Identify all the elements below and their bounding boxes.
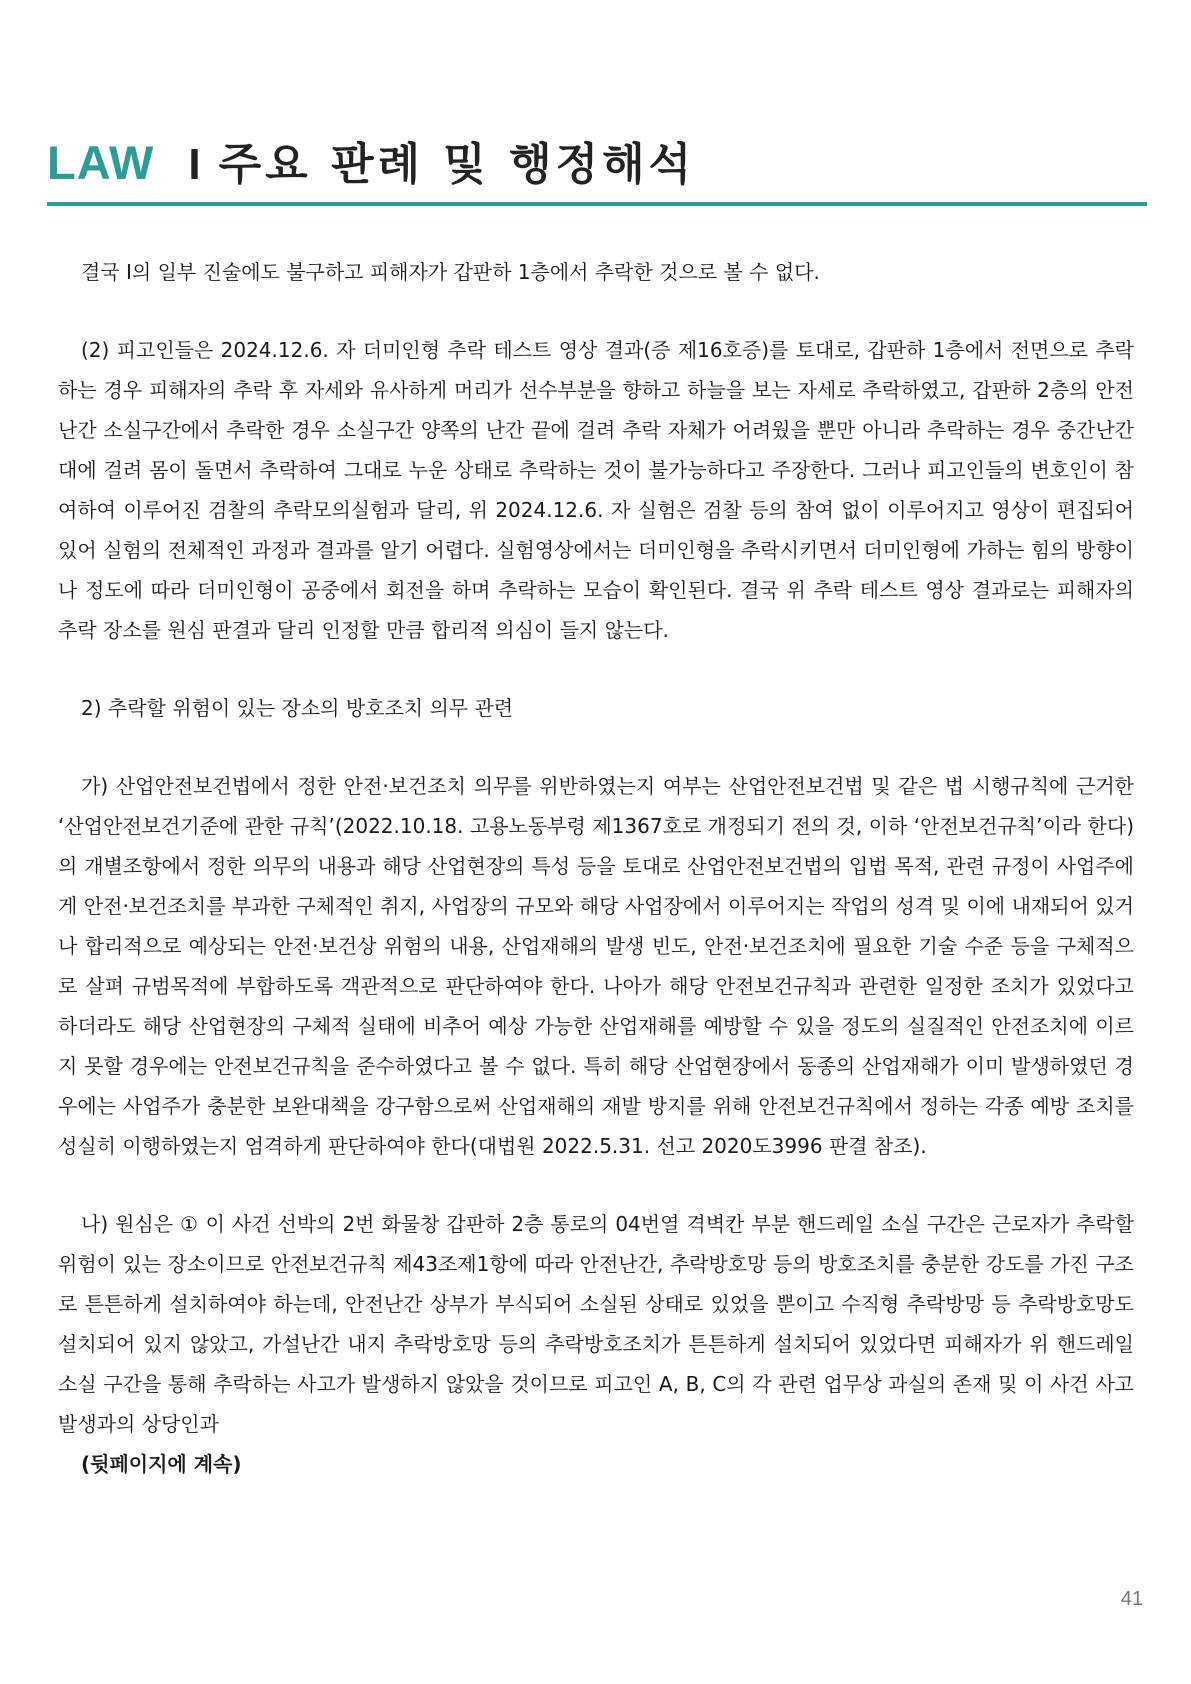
header-rule [47,202,1147,206]
continued-note: (뒷페이지에 계속) [81,1452,242,1476]
paragraph-conclusion: 결국 I의 일부 진술에도 불구하고 피해자가 갑판하 1층에서 추락한 것으로 볼 수 없다. [81,260,820,284]
page-number: 41 [1120,1588,1143,1610]
title-row [47,128,1147,192]
title-separator: I [188,140,201,189]
page-title: 주요 판례 및 행정해석 [218,139,696,190]
section-tag: LAW [47,136,155,189]
page-header [47,128,1147,206]
paragraph-lower-court: 나) 원심은 ① 이 사건 선박의 2번 화물창 갑판하 2층 통로의 04번열 격벽칸 부분 핸드레일 소실 구간은 근로자가 추락할 위험이 있는 장소이므로 안전보건규칙 제43조제1항에 따라 안전난간, 추락방호망 등의 방호조치를 충분한 강도를 가진 구조로 튼튼하게 설치하여야 하는데, 안전난간 상부가 부식되어 소실된 상태로 있었을 뿐이고 수직형 추락방망 등 추락방호망도 설치되어 있지 않았고, 가설난간 내지 추락방호망 등의 추락방호조치가 튼튼하게 설치되어 있었다면 피해자가 위 핸드레일 소실 구간을 통해 추락하는 사고가 발생하지 않았을 것이므로 피고인 A, B, C의 각 관련 업무상 과실의 존재 및 이 사건 사고 발생과의 상당인과 [58,1212,1134,1436]
paragraph-dummy-test: (2) 피고인들은 2024.12.6. 자 더미인형 추락 테스트 영상 결과(증 제16호증)를 토대로, 갑판하 1층에서 전면으로 추락하는 경우 피해자의 추락 후 자세와 유사하게 머리가 선수부분을 향하고 하늘을 보는 자세로 추락하였고, 갑판하 2층의 안전난간 소실구간에서 추락한 경우 소실구간 양쪽의 난간 끝에 걸려 추락 자체가 어려웠을 뿐만 아니라 추락하는 경우 중간난간대에 걸려 몸이 돌면서 추락하여 그대로 누운 상태로 추락하는 것이 불가능하다고 주장한다. 그러나 피고인들의 변호인이 참여하여 이루어진 검찰의 추락모의실험과 달리, 위 2024.12.6. 자 실험은 검찰 등의 참여 없이 이루어지고 영상이 편집되어 있어 실험의 전체적인 과정과 결과를 알기 어렵다. 실험영상에서는 더미인형을 추락시키면서 더미인형에 가하는 힘의 방향이나 정도에 따라 더미인형이 공중에서 회전을 하며 추락하는 모습이 확인된다. 결국 위 추락 테스트 영상 결과로는 피해자의 추락 장소를 원심 판결과 달리 인정할 만큼 합리적 의심이 들지 않는다. [58,338,1134,642]
subheading-fall-protection: 2) 추락할 위험이 있는 장소의 방호조치 의무 관련 [81,696,514,720]
paragraph-legal-standard: 가) 산업안전보건법에서 정한 안전·보건조치 의무를 위반하였는지 여부는 산업안전보건법 및 같은 법 시행규칙에 근거한 ‘산업안전보건기준에 관한 규칙’(2022.10.18. 고용노동부령 제1367호로 개정되기 전의 것, 이하 ‘안전보건규칙’이라 한다)의 개별조항에서 정한 의무의 내용과 해당 산업현장의 특성 등을 토대로 산업안전보건법의 입법 목적, 관련 규정이 사업주에게 안전·보건조치를 부과한 구체적인 취지, 사업장의 규모와 해당 사업장에서 이루어지는 작업의 성격 및 이에 내재되어 있거나 합리적으로 예상되는 안전·보건상 위험의 내용, 산업재해의 발생 빈도, 안전·보건조치에 필요한 기술 수준 등을 구체적으로 살펴 규범목적에 부합하도록 객관적으로 판단하여야 한다. 나아가 해당 안전보건규칙과 관련한 일정한 조치가 있었다고 하더라도 해당 산업현장의 구체적 실태에 비추어 예상 가능한 산업재해를 예방할 수 있을 정도의 실질적인 안전조치에 이르지 못할 경우에는 안전보건규칙을 준수하였다고 볼 수 없다. 특히 해당 산업현장에서 동종의 산업재해가 이미 발생하였던 경우에는 사업주가 충분한 보완대책을 강구함으로써 산업재해의 재발 방지를 위해 안전보건규칙에서 정하는 각종 예방 조치를 성실히 이행하였는지 엄격하게 판단하여야 한다(대법원 2022.5.31. 선고 2020도3996 판결 참조). [58,774,1134,1158]
body-text [58,252,1134,1522]
